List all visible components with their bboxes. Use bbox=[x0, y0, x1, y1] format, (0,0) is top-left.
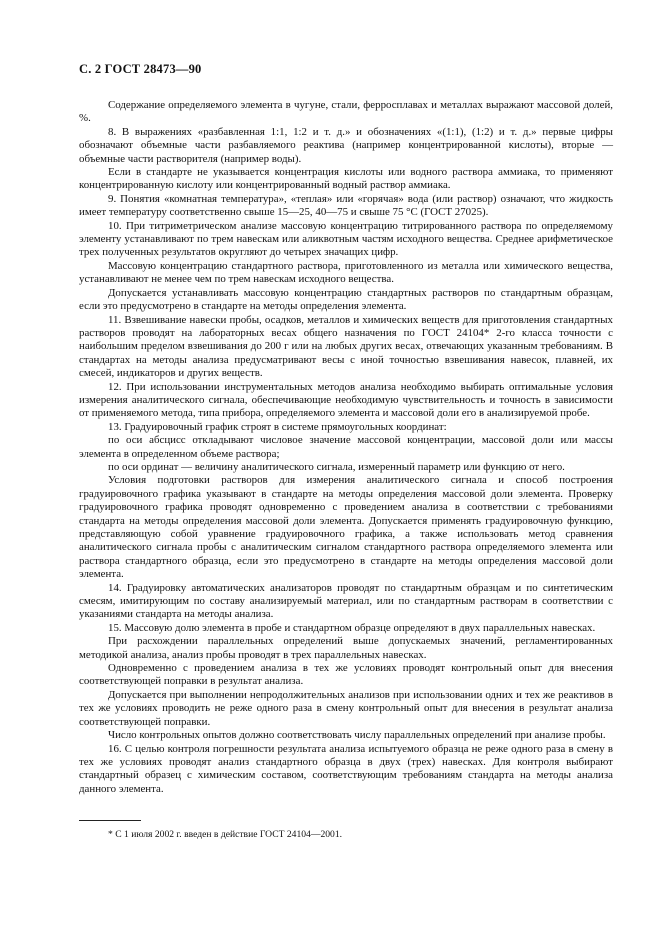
paragraph: 16. С целью контроля погрешности результата анализа испытуемого образца не реже одного раза в смену в тех же условиях проводят анализ стандартного образца в двух (трех) навесках. Для контроля выбирают стандартный образец с химическим составом, соответствующим требованиям стандарта на методы анализа данного элемента. bbox=[79, 742, 613, 795]
paragraph: Условия подготовки растворов для измерения аналитического сигнала и способ построения градуировочного графика указывают в стандарте на методы определения массовой доли элемента. Проверку градуировочного графика проводят одновременно с проведением анализа в соответствии с требованиями стандарта на методы определения массовой доли элемента. Допускается применять градуировочную функцию, представляющую собой уравнение градуировочного графика, а также использовать метод сравнения аналитического сигнала пробы с аналитическим сигналом стандартного раствора определяемого элемента или раствора стандартного образца, если это предусмотрено в стандарте на методы определения массовой доли элемента. bbox=[79, 474, 613, 581]
page-header: С. 2 ГОСТ 28473—90 bbox=[79, 62, 202, 76]
paragraph: 11. Взвешивание навески пробы, осадков, металлов и химических веществ для приготовления стандартных растворов проводят на лабораторных весах общего назначения по ГОСТ 24104* 2-го класса точности с наибольшим пределом взвешивания до 200 г или на любых других весах, отвечающих указанным требованиям. В стандартах на методы анализа предусматривают весы с иной точностью взвешивания навесок, плавней, их смесей, индикаторов и других веществ. bbox=[79, 313, 613, 380]
paragraph: Одновременно с проведением анализа в тех же условиях проводят контрольный опыт для внесения соответствующей поправки в результат анализа. bbox=[79, 662, 613, 688]
paragraph: 10. При титриметрическом анализе массовую концентрацию титрированного раствора по определяемому элементу устанавливают по трем навескам или аликвотным частям исходного вещества. Среднее арифметическое трех полученных результатов округляют до четырех значащих цифр. bbox=[79, 219, 613, 259]
paragraph: Допускается при выполнении непродолжительных анализов при использовании одних и тех же реактивов в тех же условиях проводить не реже одного раза в смену контрольный опыт для внесения в результат анализа соответствующей поправки. bbox=[79, 688, 613, 728]
paragraph: Массовую концентрацию стандартного раствора, приготовленного из металла или химического вещества, устанавливают не менее чем по трем навескам исходного вещества. bbox=[79, 259, 613, 286]
paragraph: 8. В выражениях «разбавленная 1:1, 1:2 и т. д.» и обозначениях «(1:1), (1:2) и т. д.» первые цифры обозначают объемные части разбавляемого реактива (например концентрированной кислоты), вторые — объемные части растворителя (например воды). bbox=[79, 125, 613, 165]
paragraph: 9. Понятия «комнатная температура», «теплая» или «горячая» вода (или раствор) означают, что жидкость имеет температуру соответственно свыше 15—25, 40—75 и свыше 75 °С (ГОСТ 27025). bbox=[79, 192, 613, 219]
footnote-divider bbox=[79, 820, 141, 821]
paragraph: При расхождении параллельных определений выше допускаемых значений, регламентированных методикой анализа, анализ пробы проводят в трех параллельных навесках. bbox=[79, 635, 613, 661]
paragraph: Содержание определяемого элемента в чугуне, стали, ферросплавах и металлах выражают массовой долей, %. bbox=[79, 99, 613, 125]
body-text bbox=[79, 99, 613, 796]
paragraph: по оси ординат — величину аналитического сигнала, измеренный параметр или функцию от него. bbox=[108, 460, 565, 473]
footnote: * С 1 июля 2002 г. введен в действие ГОСТ 24104—2001. bbox=[108, 829, 343, 840]
paragraph: 13. Градуировочный график строят в системе прямоугольных координат: bbox=[108, 420, 447, 433]
paragraph: по оси абсцисс откладывают числовое значение массовой концентрации, массовой доли или массы элемента в определенном объеме раствора; bbox=[79, 434, 613, 460]
paragraph: 14. Градуировку автоматических анализаторов проводят по стандартным образцам и по синтетическим смесям, имитирующим по составу анализируемый материал, или по стандартным растворам в соответствии с указаниями стандарта на методы анализа. bbox=[79, 581, 613, 621]
paragraph: Число контрольных опытов должно соответствовать числу параллельных определений при анализе пробы. bbox=[108, 729, 606, 742]
paragraph: 12. При использовании инструментальных методов анализа необходимо выбирать оптимальные условия измерения аналитического сигнала, обеспечивающие необходимую чувствительность и точность в зависимости от применяемого метода, типа прибора, определяемого элемента и массовой доли его в анализируемой пробе. bbox=[79, 380, 613, 420]
paragraph: 15. Массовую долю элемента в пробе и стандартном образце определяют в двух параллельных навесках. bbox=[108, 621, 596, 634]
paragraph: Если в стандарте не указывается концентрация кислоты или водного раствора аммиака, то применяют концентрированную кислоту или концентрированный водный раствор аммиака. bbox=[79, 166, 613, 192]
paragraph: Допускается устанавливать массовую концентрацию стандартных растворов по стандартным образцам, если это предусмотрено в стандарте на методы определения элемента. bbox=[79, 286, 613, 313]
